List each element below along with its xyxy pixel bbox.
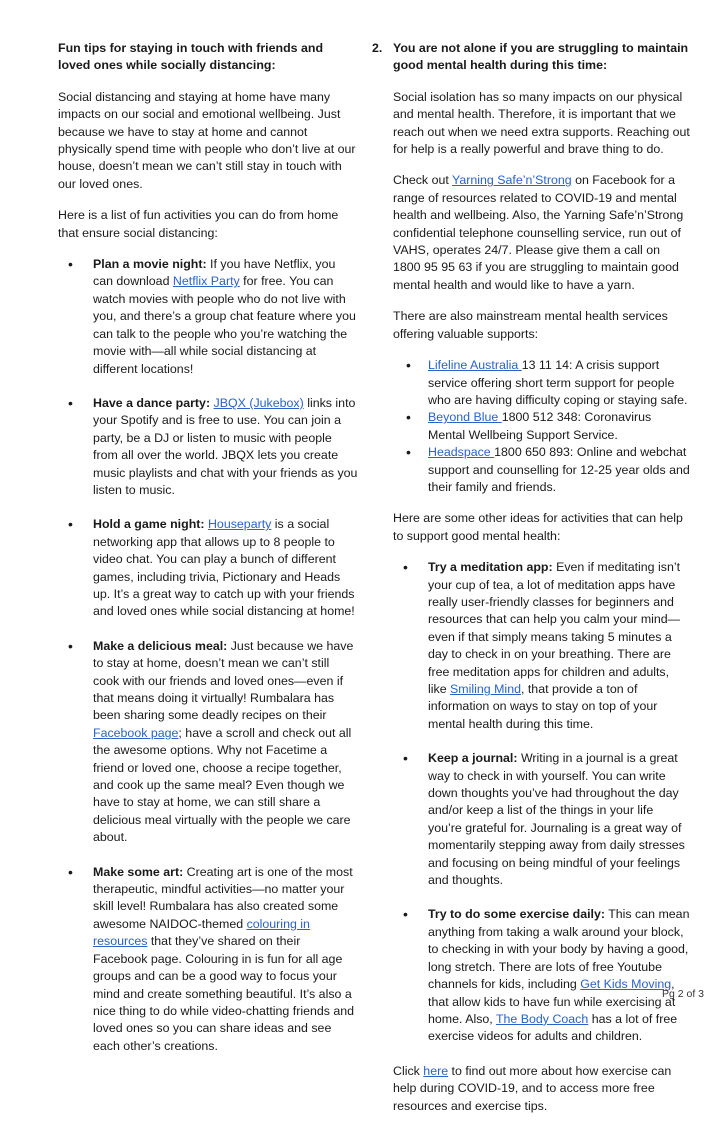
facebook-page-link[interactable]: Facebook page [93,725,179,740]
item-title: Try a meditation app: [428,560,553,575]
list-item [393,906,690,1045]
list-item [393,357,690,409]
item-text: Even if meditating isn’t your cup of tea, a lot of meditation apps have really user-friendly classes for beginners and resources that can help you calm your mind—even if that simply means taking 5 minutes a day to check in on your breathing. There are free meditation apps for children and adults, like [428,560,681,696]
item-text: links into your Spotify and is free to use. You can join a party, be a DJ or listen to music with people from all over the world. JBQX lets you create music playlists and chat with your friends as you listen to music. [93,395,358,497]
list-item [393,444,690,496]
item-text: ; have a scroll and check out all the awesome options. Why not Facetime a friend or loved one, choose a recipe together, and cook up the same meal? Even though we have to stay at home, we can still share a delicious meal virtually with the people we care about. [93,725,352,845]
netflix-party-link[interactable]: Netflix Party [172,274,240,289]
list-item [393,750,690,889]
right-column [372,40,690,1129]
item-title: Keep a journal: [428,751,518,766]
here-link[interactable]: here [423,1063,449,1078]
service-text: 13 11 14: A crisis support service offering short term support for people who are having difficulty coping or staying safe. [428,358,688,407]
item-text: for free. You can watch movies with people who do not live with you, and there’s a group chat feature where you can talk to the people who you’re watching the movie with—all while social distancing at different locations! [93,274,356,376]
item-text: Just because we have to stay at home, doesn’t mean we can’t still cook with our friends and loved ones—even if that means doing it virtually! Rumbalara has been sharing some deadly recipes on their [93,638,354,723]
lifeline-link[interactable]: Lifeline Australia [428,358,522,373]
list-item [58,864,358,1055]
item-text: , that provide a ton of information on ways to stay on top of your mental health during this time. [428,682,658,731]
item-title: Make some art: [93,864,184,879]
paragraph-text: Check out [393,173,453,188]
item-title: Try to do some exercise daily: [428,907,605,922]
yarning-paragraph [393,172,690,294]
item-text: If you have Netflix, you can download [93,257,336,289]
houseparty-link[interactable]: Houseparty [207,517,272,532]
item-text: This can mean anything from taking a walk around your block, to checking in with your body by having a good, long stretch. There are lots of free Youtube channels for kids, including [428,907,690,992]
item-title: Plan a movie night: [93,257,207,272]
yarning-safe-strong-link[interactable]: Yarning Safe’n’Strong [452,173,572,188]
item-text: is a social networking app that allows up to 8 people to video chat. You can play a bunch of different games, including trivia, Pictionary and Heads up. It’s a great way to catch up with your friends and loved ones while social distancing at home! [93,517,355,619]
list-item [58,256,358,378]
item-text: that they’ve shared on their Facebook page. Colouring in is fun for all age groups and can be a good way to focus your mind and create something beautiful. It’s also a nice thing to do while video-chatting friends and loved ones so you can share ideas and see each other’s creations. [93,934,355,1053]
beyond-blue-link[interactable]: Beyond Blue [428,410,502,425]
item-text: , that allow kids to have fun while exercising at home. Also, [428,977,676,1026]
heading-text: You are not alone if you are struggling to maintain good mental health during this time: [393,41,689,73]
mainstream-paragraph: There are also mainstream mental health services offering valuable supports: [393,309,668,341]
list-item [58,395,358,499]
numbered-heading [372,40,690,75]
service-text: 1800 512 348: Coronavirus Mental Wellbeing Support Service. [428,410,652,442]
list-item [393,409,690,444]
intro-paragraph: Social distancing and staying at home have many impacts on our social and emotional wellbeing. Just because we have to stay at home and cannot physically spend time with people who don’t live at our house, doesn’t mean we can’t still stay in touch with our loved ones. [58,89,356,191]
list-intro-paragraph: Here is a list of fun activities you can do from home that ensure social distancing: [58,208,339,240]
page-number: Pg 2 of 3 [661,988,704,1000]
headspace-link[interactable]: Headspace [428,445,495,460]
item-text: Writing in a journal is a great way to check in with yourself. You can write down thoughts you’ve had throughout the day and/or keep a list of the things in your life you’re grateful for. Journaling is a great way of momentarily stepping away from daily stresses and focusing on being mindful of your feelings and thoughts. [428,751,685,888]
smiling-mind-link[interactable]: Smiling Mind [450,682,521,696]
click-here-paragraph [393,1063,690,1115]
item-title: Have a dance party: [93,395,211,410]
jbqx-link[interactable]: JBQX (Jukebox) [213,395,304,410]
list-item [393,559,690,733]
left-column [58,40,358,1072]
paragraph-text: on Facebook for a range of resources related to COVID-19 and mental health and wellbeing. Also, the Yarning Safe’n’Strong confidential telephone counselling service, run out of VAHS, operates 24/7. Please give them a call on 1800 95 95 63 if you are struggling to maintain good mental health and would like to have a yarn. [393,173,684,292]
body-coach-link[interactable]: The Body Coach [495,1011,589,1026]
item-title: Hold a game night: [93,517,205,532]
ideas-intro-paragraph: Here are some other ideas for activities that can help to support good mental health: [393,511,683,543]
item-text: Creating art is one of the most therapeutic, mindful activities—no matter your skill level! Rumbalara has also created some awesome NAIDOC-themed [93,864,353,931]
paragraph-text: to find out more about how exercise can help during COVID-19, and to access more free resources and exercise tips. [393,1063,672,1113]
item-text: has a lot of free exercise videos for adults and children. [428,1011,678,1044]
colouring-resources-link[interactable]: colouring in resources [93,916,310,949]
heading-number: 2. [372,41,383,55]
ideas-list [393,559,690,1046]
service-text: 1800 650 893: Online and webchat support and counselling for 12-25 year olds and their family and friends. [428,445,690,494]
list-item [58,638,358,847]
services-list [393,357,690,496]
get-kids-moving-link[interactable]: Get Kids Moving [580,977,672,992]
list-item [58,516,358,620]
isolation-paragraph: Social isolation has so many impacts on our physical and mental health. Therefore, it is important that we reach out when we need extra supports. Reaching out for help is a really powerful and brave thing to do. [393,89,690,157]
paragraph-text: Click [393,1063,424,1078]
item-title: Make a delicious meal: [93,638,228,653]
section-heading: Fun tips for staying in touch with friends and loved ones while socially distancing: [58,41,324,73]
right-body [372,89,690,1115]
activities-list [58,256,358,1055]
